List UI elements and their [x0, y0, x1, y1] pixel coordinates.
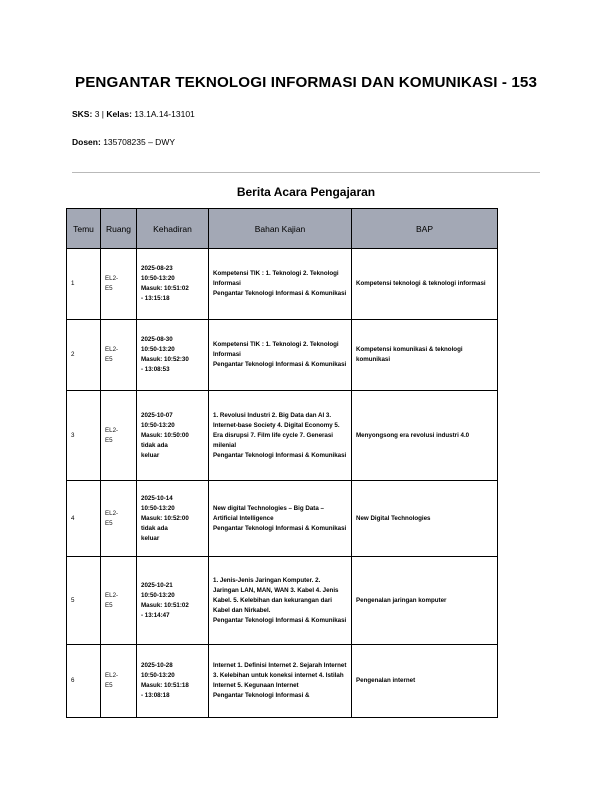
- bap-cell: Kompetensi teknologi & teknologi informasi: [352, 249, 498, 320]
- dosen-label: Dosen:: [72, 137, 101, 147]
- bahan-kajian-cell: 1. Jenis-Jenis Jaringan Komputer. 2. Jaringan LAN, MAN, WAN 3. Kabel 4. Jenis Kabel. 5. Kelebihan dan kekurangan dari Kabel dan Nirkabel. Pengantar Teknologi Informasi & Komunikasi: [209, 557, 352, 645]
- ruang-cell: EL2- E5: [101, 391, 137, 481]
- bap-cell: Pengenalan internet: [352, 645, 498, 718]
- table-row: [67, 391, 498, 481]
- temu-cell: 5: [67, 557, 101, 645]
- course-title: PENGANTAR TEKNOLOGI INFORMASI DAN KOMUNIKASI - 153: [74, 74, 538, 91]
- table-row: [67, 481, 498, 557]
- ruang-cell: EL2- E5: [101, 645, 137, 718]
- ruang-cell: EL2- E5: [101, 557, 137, 645]
- temu-cell: 2: [67, 320, 101, 391]
- kelas-label: Kelas:: [106, 109, 132, 119]
- kehadiran-cell: 2025-08-30 10:50-13:20 Masuk: 10:52:30 - 13:08:53: [137, 320, 209, 391]
- temu-cell: 1: [67, 249, 101, 320]
- header-bahan-kajian: Bahan Kajian: [209, 209, 352, 249]
- ruang-cell: EL2- E5: [101, 481, 137, 557]
- bap-cell: Kompetensi komunikasi & teknologi komunikasi: [352, 320, 498, 391]
- bahan-kajian-cell: 1. Revolusi Industri 2. Big Data dan AI 3. Internet-base Society 4. Digital Economy 5. Era disrupsi 7. Film life cycle 7. Generasi milenial Pengantar Teknologi Informasi & Komunikasi: [209, 391, 352, 481]
- meta-separator: |: [101, 109, 105, 119]
- table-header-row: [67, 209, 498, 249]
- header-kehadiran: Kehadiran: [137, 209, 209, 249]
- ruang-cell: EL2- E5: [101, 320, 137, 391]
- divider-line: [72, 172, 540, 173]
- ruang-cell: EL2- E5: [101, 249, 137, 320]
- header-bap: BAP: [352, 209, 498, 249]
- header-ruang: Ruang: [101, 209, 137, 249]
- lecturer-line: [72, 137, 175, 147]
- bap-cell: New Digital Technologies: [352, 481, 498, 557]
- table-row: [67, 645, 498, 718]
- temu-cell: 4: [67, 481, 101, 557]
- dosen-value: 135708235 – DWY: [103, 137, 176, 147]
- kehadiran-cell: 2025-10-21 10:50-13:20 Masuk: 10:51:02 - 13:14:47: [137, 557, 209, 645]
- bahan-kajian-cell: Kompetensi TIK : 1. Teknologi 2. Teknologi Informasi Pengantar Teknologi Informasi & Komunikasi: [209, 249, 352, 320]
- bap-cell: Pengenalan jaringan komputer: [352, 557, 498, 645]
- table-row: [67, 320, 498, 391]
- kehadiran-cell: 2025-10-07 10:50-13:20 Masuk: 10:50:00 tidak ada keluar: [137, 391, 209, 481]
- bahan-kajian-cell: Internet 1. Definisi Internet 2. Sejarah Internet 3. Kelebihan untuk koneksi internet 4. Istilah Internet 5. Kegunaan Internet Pengantar Teknologi Informasi &: [209, 645, 352, 718]
- sks-label: SKS:: [72, 109, 93, 119]
- header-temu: Temu: [67, 209, 101, 249]
- bahan-kajian-cell: New digital Technologies – Big Data – Artificial Intelligence Pengantar Teknologi Informasi & Komunikasi: [209, 481, 352, 557]
- table-title: Berita Acara Pengajaran: [236, 185, 376, 199]
- kehadiran-cell: 2025-10-28 10:50-13:20 Masuk: 10:51:18 - 13:08:18: [137, 645, 209, 718]
- bahan-kajian-cell: Kompetensi TIK : 1. Teknologi 2. Teknologi Informasi Pengantar Teknologi Informasi & Komunikasi: [209, 320, 352, 391]
- course-meta-line: [72, 109, 195, 119]
- table-row: [67, 249, 498, 320]
- sks-value: 3: [94, 109, 100, 119]
- temu-cell: 6: [67, 645, 101, 718]
- table-row: [67, 557, 498, 645]
- kehadiran-cell: 2025-10-14 10:50-13:20 Masuk: 10:52:00 tidak ada keluar: [137, 481, 209, 557]
- bap-cell: Menyongsong era revolusi industri 4.0: [352, 391, 498, 481]
- kehadiran-cell: 2025-08-23 10:50-13:20 Masuk: 10:51:02 - 13:15:18: [137, 249, 209, 320]
- kelas-value: 13.1A.14-13101: [134, 109, 195, 119]
- temu-cell: 3: [67, 391, 101, 481]
- teaching-report-table: [66, 208, 498, 718]
